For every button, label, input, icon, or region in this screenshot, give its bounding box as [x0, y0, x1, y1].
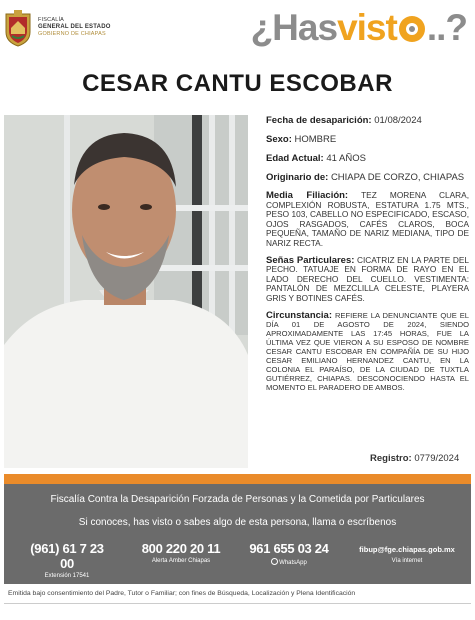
- edad-label: Edad Actual:: [266, 153, 324, 164]
- hasvisto-post: ..?: [426, 7, 467, 48]
- fiscalia-logo-text: [38, 17, 111, 38]
- filiacion-row: [266, 191, 469, 249]
- circunstancia-label: Circunstancia:: [266, 309, 332, 321]
- whatsapp-icon: [271, 558, 278, 565]
- fiscalia-title: Fiscalía Contra la Desaparición Forzada de Personas y la Cometida por Particulares: [50, 494, 425, 505]
- circunstancia-row: [266, 311, 469, 392]
- fecha-label: Fecha de desaparición:: [266, 115, 372, 126]
- registro-value: 0779/2024: [414, 453, 460, 464]
- senas-label: Señas Particulares:: [266, 254, 355, 266]
- header: [0, 0, 475, 62]
- registro: [370, 453, 459, 464]
- circunstancia-value: REFIERE LA DENUNCIANTE QUE EL DÍA 01 DE AGOSTO DE 2024, SIENDO APROXIMADAMENTE LAS 17:45 HORAS, FUE LA ÚLTIMA VEZ QUE VIERON A SU ESPOSO DE NOMBRE CESAR CANTU ESCOBAR EN COMPAÑÍA DE SU HIJO CESAR EMILIANO HERNANDEZ CANTU, EN LA COLONIA EL PARAÍSO, DE LA CIUDAD DE TUXTLA GUTIÉRREZ, CHIAPAS. DESCONOCIENDO HASTA EL MOMENTO EL PARADERO DE AMBOS.: [266, 310, 469, 392]
- fecha-row: [266, 115, 469, 126]
- email-link[interactable]: fibup@fge.chiapas.gob.mx: [359, 545, 455, 554]
- hasvisto-mid: vist: [337, 7, 397, 48]
- person-name: CESAR CANTU ESCOBAR: [82, 70, 393, 97]
- fecha-value: 01/08/2024: [374, 115, 422, 126]
- contact-band: [4, 484, 471, 584]
- contact-email[interactable]: [352, 541, 462, 564]
- sexo-value: HOMBRE: [294, 134, 337, 145]
- phone-caption: Alerta Amber Chiapas: [151, 558, 211, 564]
- filiacion-value: TEZ MORENA CLARA, COMPLEXIÓN ROBUSTA, ESTATURA 1.75 MTS., PESO 103, CABELLO NO ESPECIFICADO, ESCASO, OJOS RASGADOS, CAFÉS CLAROS, BOCA PEQUEÑA, TAMAÑO DE NARIZ MEDIANA, TIPO DE NARIZ RECTA.: [266, 190, 469, 248]
- origen-row: [266, 172, 469, 183]
- contact-phone-1[interactable]: [22, 541, 112, 579]
- chiapas-seal-icon: [2, 8, 34, 48]
- logo-line3: GOBIERNO DE CHIAPAS: [38, 31, 106, 37]
- hasvisto-logo: [251, 8, 467, 48]
- hasvisto-pre: ¿Has: [250, 7, 338, 48]
- contact-phone-2[interactable]: [136, 541, 226, 564]
- whatsapp-number[interactable]: 961 655 03 24: [249, 541, 329, 556]
- logo-line2: GENERAL DEL ESTADO: [38, 24, 111, 30]
- origen-value: CHIAPA DE CORZO, CHIAPAS: [330, 172, 465, 183]
- filiacion-label: Media Filiación:: [266, 190, 349, 201]
- person-photo: [4, 115, 248, 468]
- origen-label: Originario de:: [266, 172, 329, 183]
- phone-number[interactable]: (961) 61 7 23 00: [30, 541, 104, 571]
- email-caption: Vía internet: [391, 558, 423, 564]
- eye-icon: [397, 14, 427, 44]
- contact-whatsapp[interactable]: [244, 541, 334, 566]
- contact-prompt: Si conoces, has visto o sabes algo de esta persona, llama o escríbenos: [78, 517, 397, 528]
- whatsapp-caption-text: WhatsApp: [279, 560, 307, 566]
- edad-value: 41 AÑOS: [326, 153, 366, 164]
- phone-number[interactable]: 800 220 20 11: [141, 541, 221, 556]
- whatsapp-caption: [244, 558, 334, 566]
- edad-row: [266, 153, 469, 164]
- senas-row: [266, 256, 469, 304]
- senas-value: CICATRIZ EN LA PARTE DEL PECHO. TATUAJE EN FORMA DE RAYO EN EL LADO DERECHO DEL CUELLO. VESTIMENTA: PANTALÓN DE MEZCLILLA CELESTE, PLAYERA GRIS Y BOTINES CAFÉS.: [266, 254, 469, 303]
- photo-illustration: [4, 115, 248, 468]
- details-panel: [266, 115, 469, 399]
- sexo-row: [266, 134, 469, 145]
- registro-label: Registro:: [370, 453, 412, 464]
- logo-line1: FISCALÍA: [38, 17, 65, 23]
- orange-divider: [4, 474, 471, 484]
- footer-disclaimer: Emitida bajo consentimiento del Padre, Tutor o Familiar; con fines de Búsqueda, Localización y Plena Identificación: [4, 584, 471, 604]
- sexo-label: Sexo:: [266, 134, 292, 145]
- phone-caption: Extensión 17541: [44, 573, 90, 579]
